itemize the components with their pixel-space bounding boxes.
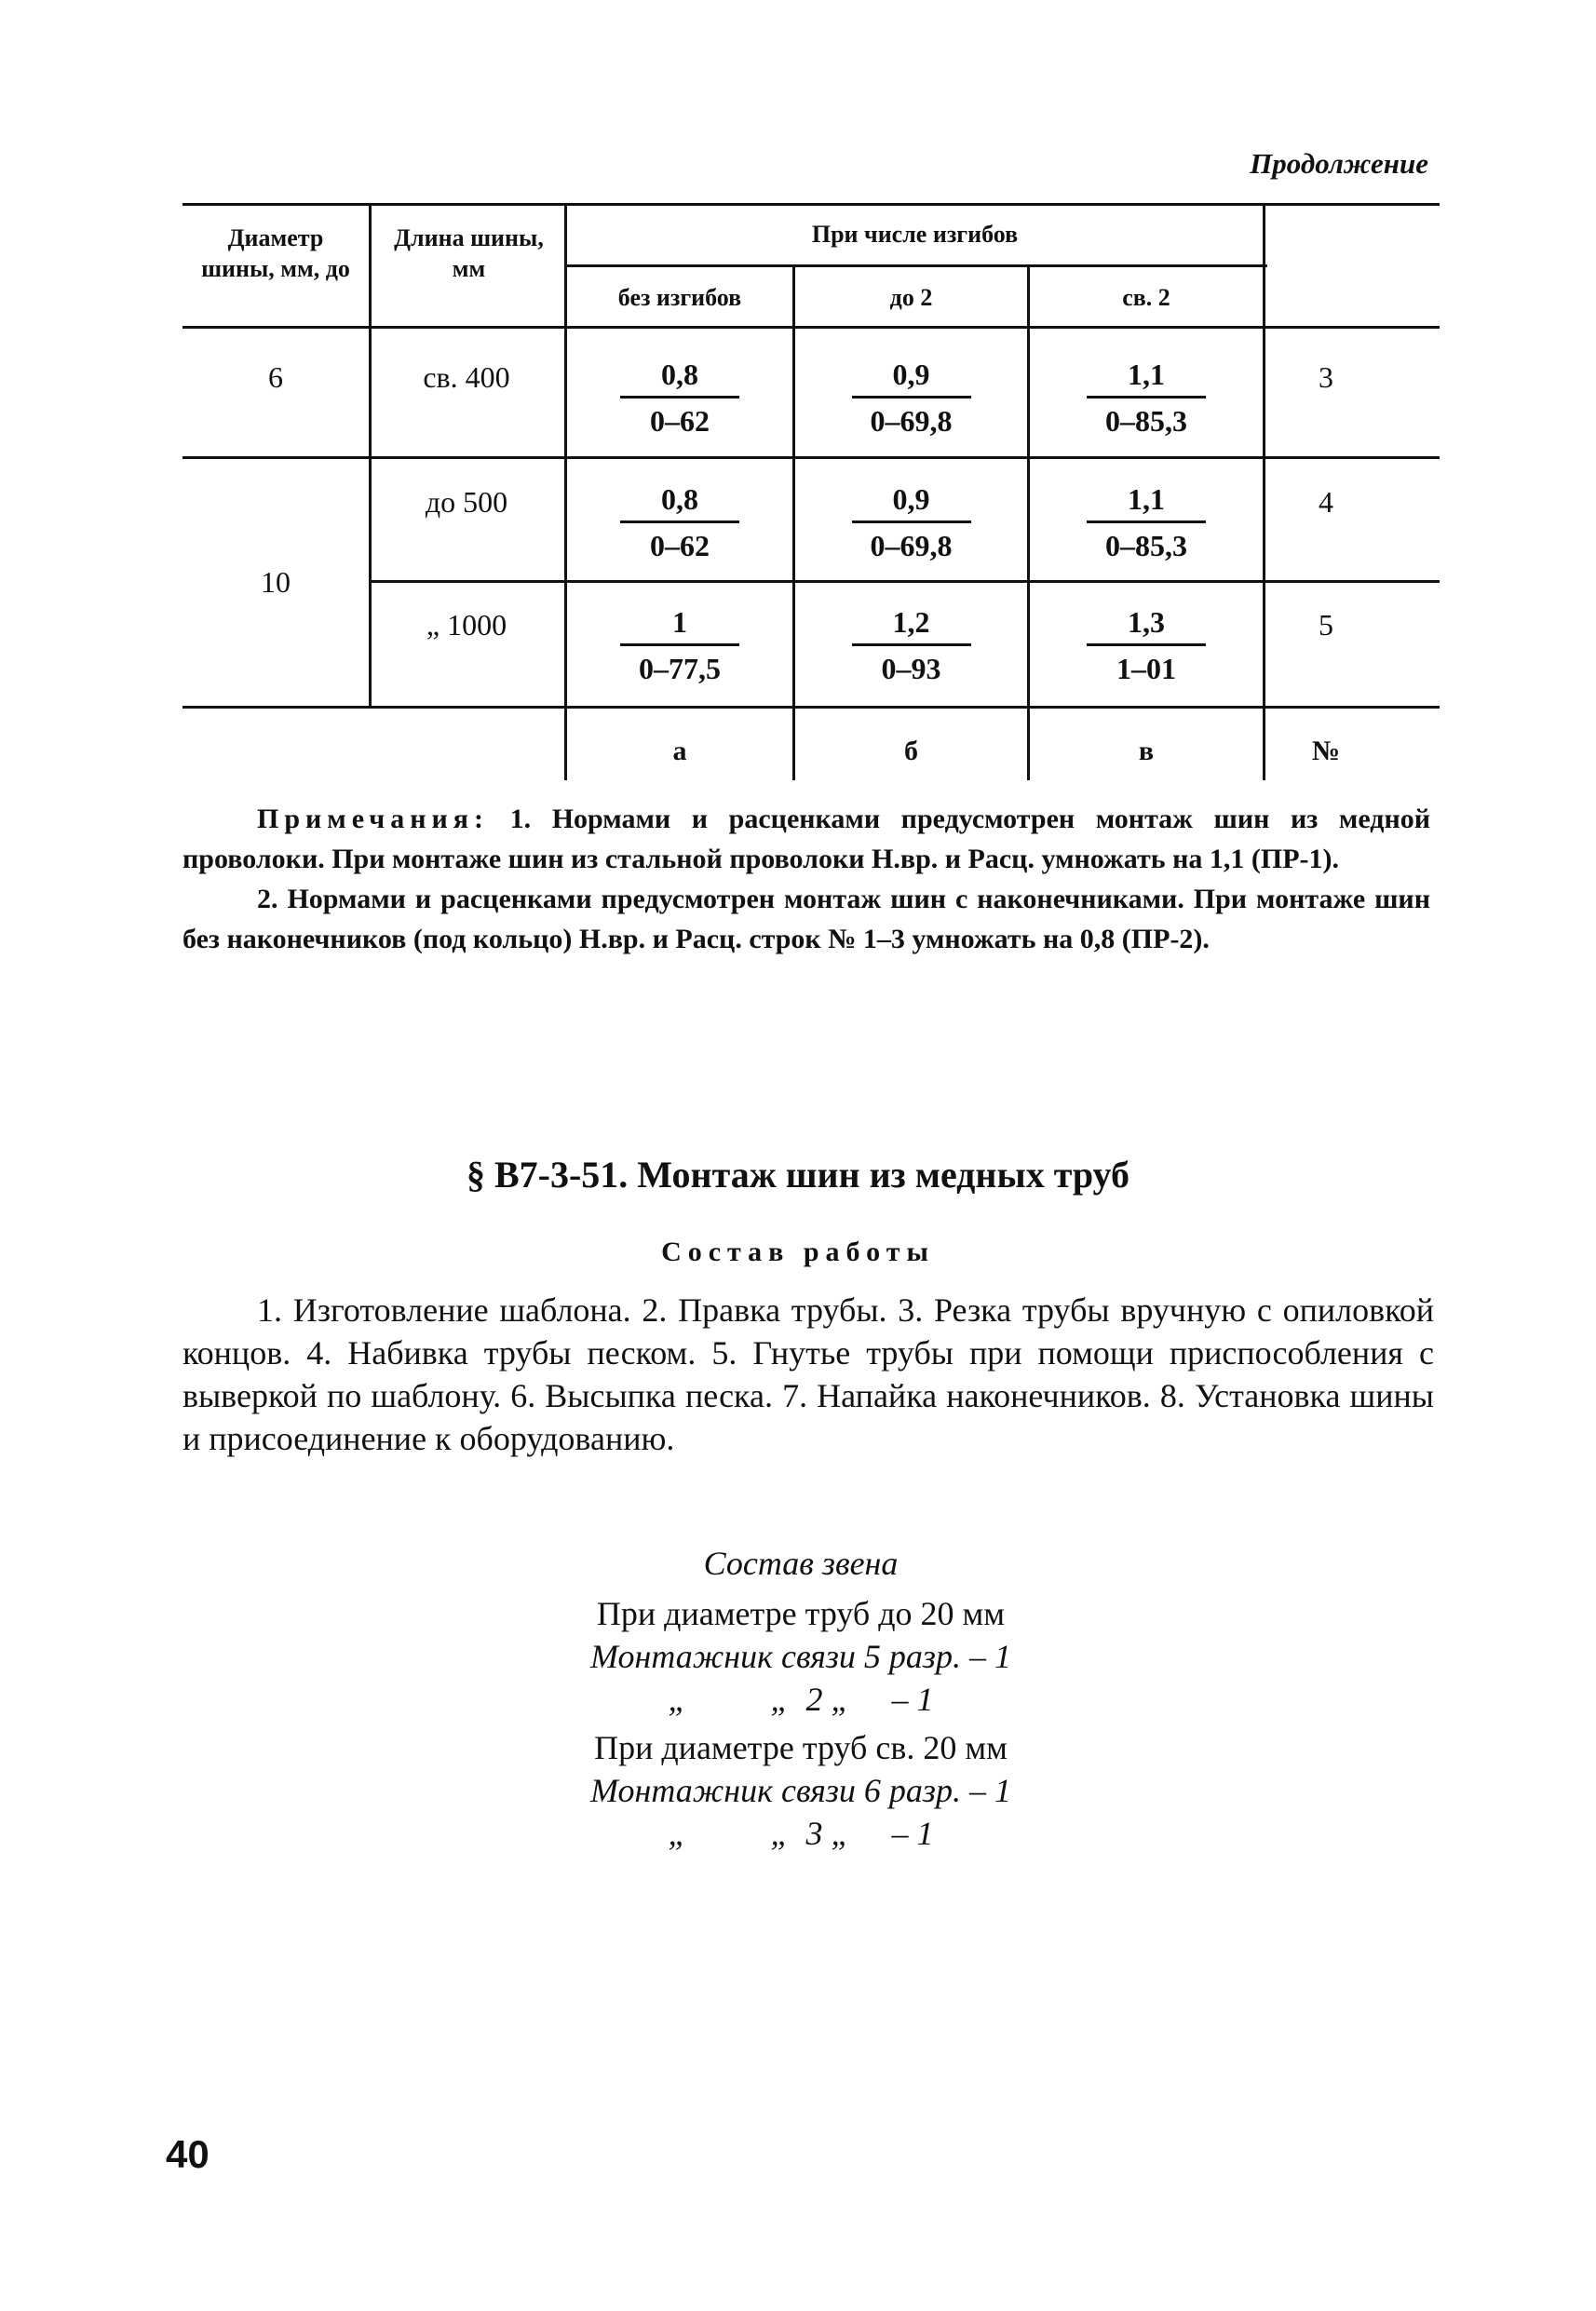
notes-label: Примечания: [257, 804, 490, 834]
header-diameter: Диаметр шины, мм, до [201, 224, 350, 282]
crew-line: Монтажник связи 5 разр. – 1 [590, 1638, 1011, 1675]
page-number: 40 [166, 2132, 210, 2176]
row3-up-to-2: 1,2 0–93 [795, 605, 1027, 686]
row1-no-bends: 0,8 0–62 [567, 358, 792, 439]
work-composition-text: 1. Изготовление шаблона. 2. Правка трубы. 3. Резка трубы вручную с опиловкой концов. 4. Набивка трубы песком. 5. Гнутье трубы при помощи приспособления с выверкой по шаблону. 6. Высыпка песка. 7. Напайка наконечников. 8. Установка шины и присоединение к оборудованию. [183, 1291, 1434, 1457]
crew-lines [521, 1592, 1080, 1855]
crew-line: „ „ 3 „ – 1 [668, 1815, 934, 1852]
crew-line: При диаметре труб св. 20 мм [594, 1729, 1008, 1766]
row3-over-2: 1,3 1–01 [1030, 605, 1263, 686]
notes [183, 799, 1430, 959]
crew-line: Монтажник связи 6 разр. – 1 [590, 1772, 1011, 1809]
header-bends-group: При числе изгибов [811, 221, 1019, 248]
row2-number: 4 [1319, 485, 1333, 519]
note-1-text: 1. Нормами и расценками предусмотрен монтаж шин из медной проволоки. При монтаже шин из стальной проволоки Н.вр. и Расц. умножать на 1,1 (ПР-1). [183, 804, 1431, 874]
row2-no-bends: 0,8 0–62 [567, 482, 792, 563]
row3-number: 5 [1319, 608, 1333, 642]
note-1 [183, 799, 1430, 879]
crew-line: При диаметре труб до 20 мм [596, 1595, 1006, 1632]
row2-diameter: 10 [261, 565, 291, 599]
header-up-to-2: до 2 [889, 284, 933, 311]
crew-composition [521, 1542, 1080, 1855]
row1-length: св. 400 [423, 360, 510, 394]
work-composition-title: Состав работы [661, 1237, 935, 1267]
row1-number: 3 [1319, 360, 1333, 394]
section-title: § В7-3-51. Монтаж шин из медных труб [466, 1154, 1130, 1196]
row1-over-2: 1,1 0–85,3 [1030, 358, 1263, 439]
note-2: 2. Нормами и расценками предусмотрен монтаж шин с наконечниками. При монтаже шин без наконечников (под кольцо) Н.вр. и Расц. строк № 1–3 умножать на 0,8 (ПР-2). [183, 884, 1430, 954]
norms-table [183, 203, 1440, 780]
header-no-bends: без изгибов [617, 284, 742, 311]
row2-over-2: 1,1 0–85,3 [1030, 482, 1263, 563]
row1-diameter: 6 [268, 360, 283, 394]
footer-col-b: б [904, 736, 918, 766]
row1-up-to-2: 0,9 0–69,8 [795, 358, 1027, 439]
row3-no-bends: 1 0–77,5 [567, 605, 792, 686]
continued-label: Продолжение [1250, 147, 1428, 180]
crew-line: „ „ 2 „ – 1 [668, 1681, 934, 1718]
footer-col-a: а [672, 736, 687, 766]
footer-col-no: № [1311, 736, 1341, 766]
footer-col-v: в [1138, 736, 1155, 766]
row2-up-to-2: 0,9 0–69,8 [795, 482, 1027, 563]
crew-title: Состав звена [703, 1545, 899, 1582]
row2-length: до 500 [425, 485, 508, 519]
header-length: Длина шины, мм [394, 224, 544, 282]
row3-length: „ 1000 [426, 608, 507, 642]
header-over-2: св. 2 [1122, 284, 1170, 311]
